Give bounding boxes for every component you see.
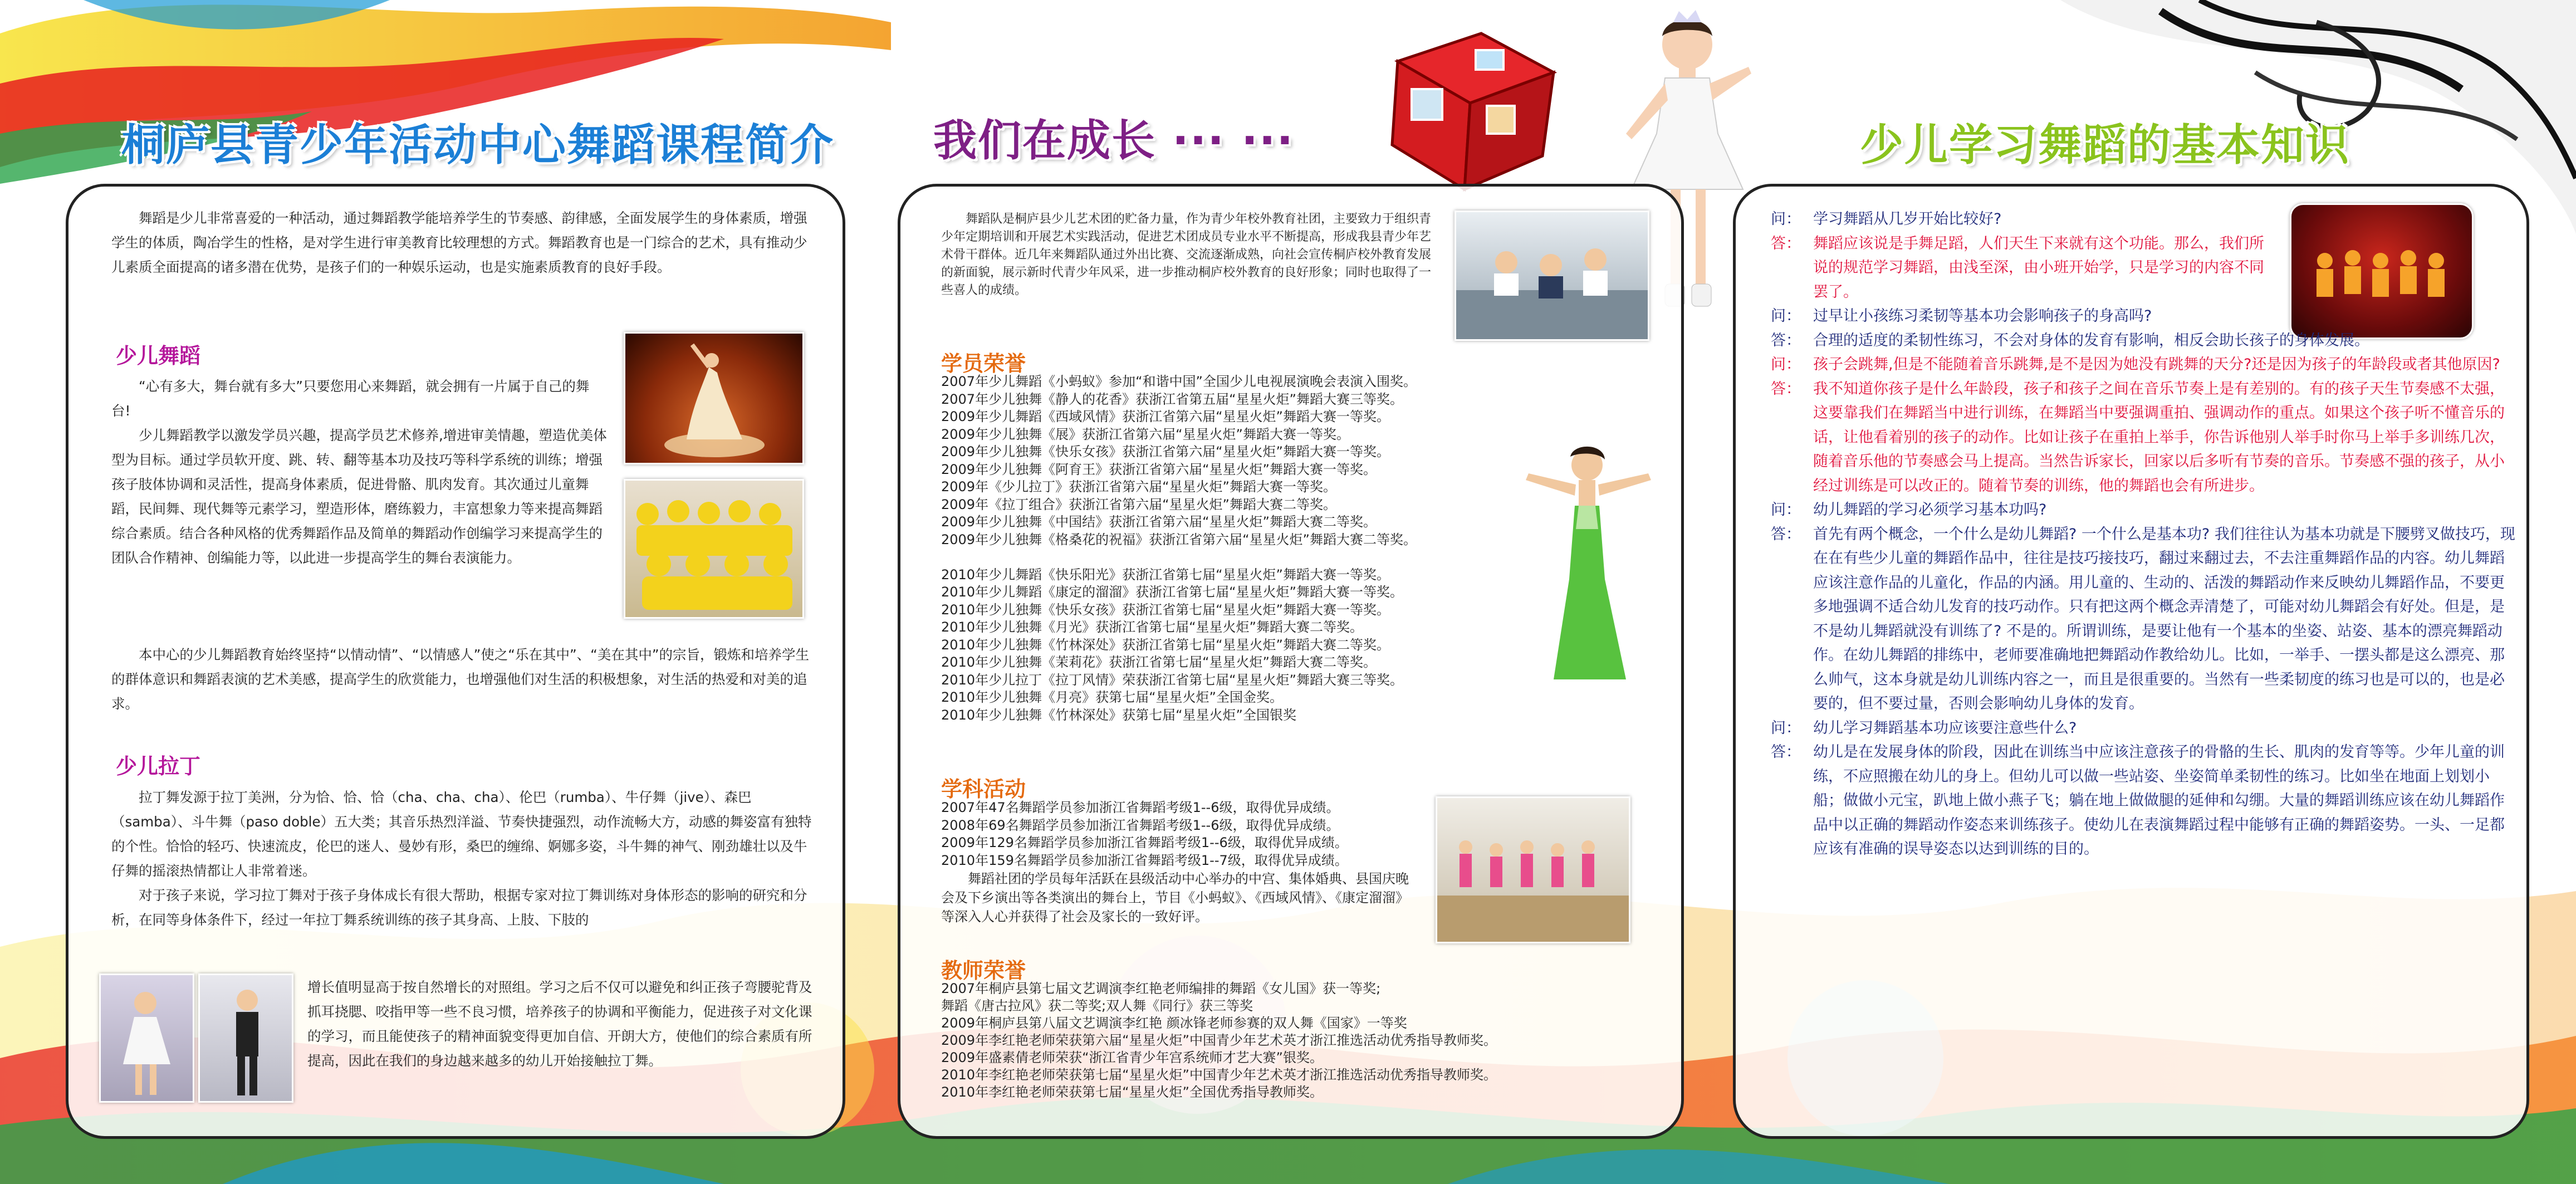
list-item: 2010年少儿独舞《茉莉花》获浙江省第七届“星星火炬”舞蹈大赛二等奖。 (941, 654, 1377, 670)
title-basic-knowledge: 少儿学习舞蹈的基本知识 (1860, 120, 2350, 170)
judges-panel-photo (1454, 211, 1649, 341)
qa-item-question: 问： 幼儿舞蹈的学习必须学习基本功吗? (1771, 501, 2047, 518)
list-item: 舞蹈《唐古拉风》获二等奖;双人舞《同行》获三等奖 (941, 998, 1253, 1014)
list-item: 2008年69名舞蹈学员参加浙江省舞蹈考级1--6级，取得优异成绩。 (941, 817, 1340, 833)
latin-dancer-girl-photo (99, 973, 194, 1103)
list-item: 2009年少儿独舞《展》获浙江省第六届“星星火炬”舞蹈大赛一等奖。 (941, 426, 1350, 442)
list-item: 2010年少儿独舞《竹林深处》获第七届“星星火炬”全国银奖 (941, 707, 1296, 723)
kids-dance-text-full: 本中心的少儿舞蹈教育始终坚持“以情动情”、“以情感人”使之“乐在其中”、“美在其中”的宗旨，锻炼和培养学生的群体意识和舞蹈表演的艺术美感，提高学生的欣赏能力，也增强他们对生活的积极想象，对生活的热爱和对美的追求。 (111, 647, 810, 712)
section-title-academic-activities: 学科活动 (941, 777, 1026, 801)
qa-item-question: 问： 孩子会跳舞,但是不能随着音乐跳舞,是不是因为她没有跳舞的天分?还是因为孩子的年龄段或者其他原因? (1771, 356, 2500, 373)
dance-team-intro: 舞蹈队是桐庐县少儿艺术团的贮备力量，作为青少年校外教育社团，主要致力于组织青少年定期培训和开展艺术实践活动，促进艺术团成员专业水平不断提高，形成我县青少年艺术骨干群体。近几年来舞蹈队通过外出比赛、交流逐渐成熟，向社会宣传桐庐校外教育发展的新面貌，展示新时代青少年风采，进一步推动桐庐校外教育的良好形象；同时也取得了一些喜人的成绩。 (941, 212, 1432, 297)
qa-item-answer: 答： 我不知道你孩子是什么年龄段，孩子和孩子之间在音乐节奏上是有差别的。有的孩子天生节奏感不太强，这要靠我们在舞蹈当中进行训练，在舞蹈当中要强调重拍、强调动作的重点。如果这个孩子听不懂音乐的话，让他看着别的孩子的动作。比如让孩子在重拍上举手，你告诉他别人举手时你马上举手多训练几次，随着音乐他的节奏感会马上提高。当然告诉家长，回家以后多听有节奏的音乐。节奏感不强的孩子，从小经过训练是可以改正的。随着节奏的训练，他的舞蹈也会有所进步。 (1771, 380, 2505, 495)
list-item: 2009年少儿独舞《中国结》获浙江省第六届“星星火炬”舞蹈大赛二等奖。 (941, 514, 1377, 530)
list-item: 2009年桐庐县第八届文艺调演李红艳 颜冰锋老师参赛的双人舞《国家》一等奖 (941, 1015, 1407, 1031)
list-item: 2009年少儿独舞《阿育王》获浙江省第六届“星星火炬”舞蹈大赛一等奖。 (941, 461, 1377, 477)
list-item: 2009年盛素倩老师荣获“浙江省青少年宫系统师才艺大赛”银奖。 (941, 1050, 1323, 1065)
list-item: 2009年少儿独舞《格桑花的祝福》获浙江省第六届“星星火炬”舞蹈大赛二等奖。 (941, 531, 1417, 547)
list-item: 2009年《少儿拉丁》获浙江省第六届“星星火炬”舞蹈大赛一等奖。 (941, 479, 1336, 495)
rubik-cube-photo (1375, 22, 1565, 195)
latin-dancer-boy-photo (198, 973, 293, 1103)
list-item: 2009年李红艳老师荣获第六届“星星火炬”中国青少年艺术英才浙江推选活动优秀指导教师奖。 (941, 1033, 1497, 1048)
section-title-teacher-honors: 教师荣誉 (941, 958, 1026, 983)
section-title-kids-latin: 少儿拉丁 (116, 754, 201, 779)
solo-dancer-photo (624, 332, 804, 464)
academic-performances-text: 舞蹈社团的学员每年活跃在县级活动中心举办的中宫、集体婚典、县国庆晚会及下乡演出等各类演出的舞台上，节目《小蚂蚁》、《西域风情》、《康定溜溜》等深入人心并获得了社会及家长的一致好评。 (941, 871, 1409, 924)
title-growing-up: 我们在成长 ··· ··· (933, 116, 1295, 166)
list-item: 2009年《拉丁组合》获浙江省第六届“星星火炬”舞蹈大赛二等奖。 (941, 496, 1336, 512)
list-item: 2010年少儿舞蹈《康定的溜溜》获浙江省第七届“星星火炬”舞蹈大赛一等奖。 (941, 584, 1403, 600)
academic-activities-list (941, 799, 1426, 869)
qa-item-question: 问： 学习舞蹈从几岁开始比较好? (1771, 211, 2002, 228)
list-item: 2007年47名舞蹈学员参加浙江省舞蹈考级1--6级，取得优异成绩。 (941, 800, 1340, 815)
list-item: 2007年桐庐县第七届文艺调演李红艳老师编排的舞蹈《女儿国》获一等奖; (941, 981, 1381, 996)
list-item: 2007年少儿独舞《静人的花香》获浙江省第五届“星星火炬”舞蹈大赛三等奖。 (941, 391, 1403, 407)
qa-item-answer: 答： 舞蹈应该说是手舞足蹈，人们天生下来就有这个功能。那么，我们所说的规范学习舞蹈，由浅至深，由小班开始学，只是学习的内容不同罢了。 (1771, 234, 2264, 301)
list-item: 2010年少儿独舞《快乐女孩》获浙江省第七届“星星火炬”舞蹈大赛一等奖。 (941, 601, 1390, 618)
dance-class-photo (1436, 796, 1630, 943)
qa-item-answer: 答： 合理的适度的柔韧性练习，不会对身体的发育有影响，相反会助长孩子的身体发展。 (1771, 331, 2369, 349)
kids-dance-text-narrow: “心有多大，舞台就有多大”只要您用心来舞蹈，就会拥有一片属于自己的舞台! 少儿舞蹈教学以激发学员兴趣，提高学员艺术修养,增进审美情趣，塑造优美体型为目标。通过学员软开度、跳、转、翻等基本功及技巧等科学系统的训练；增强孩子肢体协调和灵活性，提高身体素质，促进骨骼、肌肉发育。其次通过儿童舞蹈，民间舞、现代舞等元素学习，塑造形体，磨练毅力，丰富想象力等来提高舞蹈综合素质。结合各种风格的优秀舞蹈作品及简单的舞蹈动作创编学习来提高学生的团队合作精神、创编能力等，以此进一步提高学生的舞台表演能力。 (111, 378, 607, 566)
qa-item-question: 问： 过早让小孩练习柔韧等基本功会影响孩子的身高吗? (1771, 307, 2152, 325)
list-item: 2007年少儿舞蹈《小蚂蚁》参加“和谐中国”全国少儿电视展演晚会表演入围奖。 (941, 374, 1417, 389)
list-item: 2010年少儿独舞《月光》获浙江省第七届“星星火炬”舞蹈大赛二等奖。 (941, 619, 1363, 635)
qa-item-answer: 答： 幼儿是在发展身体的阶段，因此在训练当中应该注意孩子的骨骼的生长、肌肉的发育等等。少年儿童的训练，不应照搬在幼儿的身上。但幼儿可以做一些站姿、坐姿简单柔韧性的练习。比如坐在地面上划划小船；做做小元宝，趴地上做小燕子飞；躺在地上做做腿的延伸和勾绷。大量的舞蹈训练应该在幼儿舞蹈作品中以正确的舞蹈动作姿态来训练孩子。使幼儿在表演舞蹈过程中能够有正确的舞蹈姿势。一头、一足都应该有准确的误导姿态以达到训练的目的。 (1771, 743, 2505, 858)
qa-list (1771, 207, 2517, 862)
student-honors-list (941, 373, 1554, 724)
list-item: 2010年少儿独舞《竹林深处》获浙江省第七届“星星火炬”舞蹈大赛二等奖。 (941, 637, 1390, 653)
section-title-kids-dance: 少儿舞蹈 (116, 344, 201, 368)
qa-item-question: 问： 幼儿学习舞蹈基本功应该要注意些什么? (1771, 719, 2077, 737)
qa-item-answer: 答： 首先有两个概念，一个什么是幼儿舞蹈? 一个什么是基本功? 我们往往认为基本功就是下腰劈叉做技巧，现在在有些少儿童的舞蹈作品中，往往是技巧接技巧，翻过来翻过去，不去注重舞蹈作品的内容。幼儿舞蹈应该注意作品的儿童化，作品的内涵。用儿童的、生动的、活泼的舞蹈动作来反映幼儿舞蹈作品，不要更多地强调不适合幼儿发育的技巧动作。只有把这两个概念弄清楚了，可能对幼儿舞蹈会有好处。但是，是不是幼儿舞蹈就没有训练了? 不是的。所谓训练，是要让他有一个基本的坐姿、站姿、基本的漂亮舞蹈动作。在幼儿舞蹈的排练中，老师要准确地把舞蹈动作教给幼儿。比如，一举手、一摆头都是这么漂亮、那么帅气，这本身就是幼儿训练内容之一，而且是很重要的。当然有一些柔韧度的练习也是可以的，也是必要的，但不要过量，否则会影响幼儿身体的发育。 (1771, 525, 2515, 712)
list-item: 2010年少儿独舞《月亮》获第七届“星星火炬”全国金奖。 (941, 689, 1283, 705)
list-item: 2010年159名舞蹈学员参加浙江省舞蹈考级1--7级，取得优异成绩。 (941, 852, 1348, 868)
list-item: 2010年李红艳老师荣获第七届“星星火炬”全国优秀指导教师奖。 (941, 1084, 1323, 1100)
section-title-student-honors: 学员荣誉 (941, 351, 1026, 376)
list-item: 2009年少儿舞蹈《西域风情》获浙江省第六届“星星火炬”舞蹈大赛一等奖。 (941, 409, 1390, 424)
list-item: 2009年129名舞蹈学员参加浙江省舞蹈考级1--6级，取得优异成绩。 (941, 835, 1348, 850)
list-spacer (941, 549, 1554, 566)
course-intro-paragraph: 舞蹈是少儿非常喜爱的一种活动，通过舞蹈教学能培养学生的节奏感、韵律感，全面发展学生的身体素质，增强学生的体质，陶冶学生的性格，是对学生进行审美教育比较理想的方式。舞蹈教育也是一门综合的艺术，具有推动少儿素质全面提高的诸多潜在优势，是孩子们的一种娱乐运动，也是实施素质教育的良好手段。 (111, 210, 807, 275)
kids-latin-text-continued: 增长值明显高于按自然增长的对照组。学习之后不仅可以避免和纠正孩子弯腰驼背及抓耳挠腮、咬指甲等一些不良习惯，培养孩子的协调和平衡能力，促进孩子对文化课的学习，而且能使孩子的精神面貌变得更加自信、开朗大方，使他们的综合素质有所提高，因此在我们的身边越来越多的幼儿开始接触拉丁舞。 (307, 979, 812, 1069)
green-dress-dancer-photo (1515, 440, 1665, 685)
list-item: 2010年李红艳老师荣获第七届“星星火炬”中国青少年艺术英才浙江推选活动优秀指导教师奖。 (941, 1067, 1497, 1083)
title-course-intro: 桐庐县青少年活动中心舞蹈课程简介 (121, 120, 835, 170)
list-item: 2009年少儿独舞《快乐女孩》获浙江省第六届“星星火炬”舞蹈大赛一等奖。 (941, 444, 1390, 459)
teacher-honors-list (941, 980, 1648, 1101)
list-item: 2010年少儿舞蹈《快乐阳光》获浙江省第七届“星星火炬”舞蹈大赛一等奖。 (941, 566, 1390, 583)
kids-latin-text: 拉丁舞发源于拉丁美洲，分为恰、恰、恰（cha、cha、cha）、伦巴（rumba）、牛仔舞（jive）、森巴（samba）、斗牛舞（paso doble）五大类；其音乐热烈洋溢、节奏快捷强烈，动作流畅大方，动感的舞姿富有独特的个性。恰恰的轻巧、快速流皮，伦巴的迷人、曼妙有形，桑巴的缠绵、婀娜多姿，斗牛舞的神气、刚劲雄壮以及牛仔舞的摇滚热情都让人非常着迷。 对于孩子来说，学习拉丁舞对于孩子身体成长有很大帮助，根据专家对拉丁舞训练对身体形态的影响的研究和分析，在同等身体条件下，经过一年拉丁舞系统训练的孩子其身高、上肢、下肢的 (111, 789, 812, 928)
group-dancers-yellow-photo (624, 479, 804, 619)
list-item: 2010年少儿拉丁《拉丁风情》荣获浙江省第七届“星星火炬”舞蹈大赛三等奖。 (941, 672, 1403, 688)
